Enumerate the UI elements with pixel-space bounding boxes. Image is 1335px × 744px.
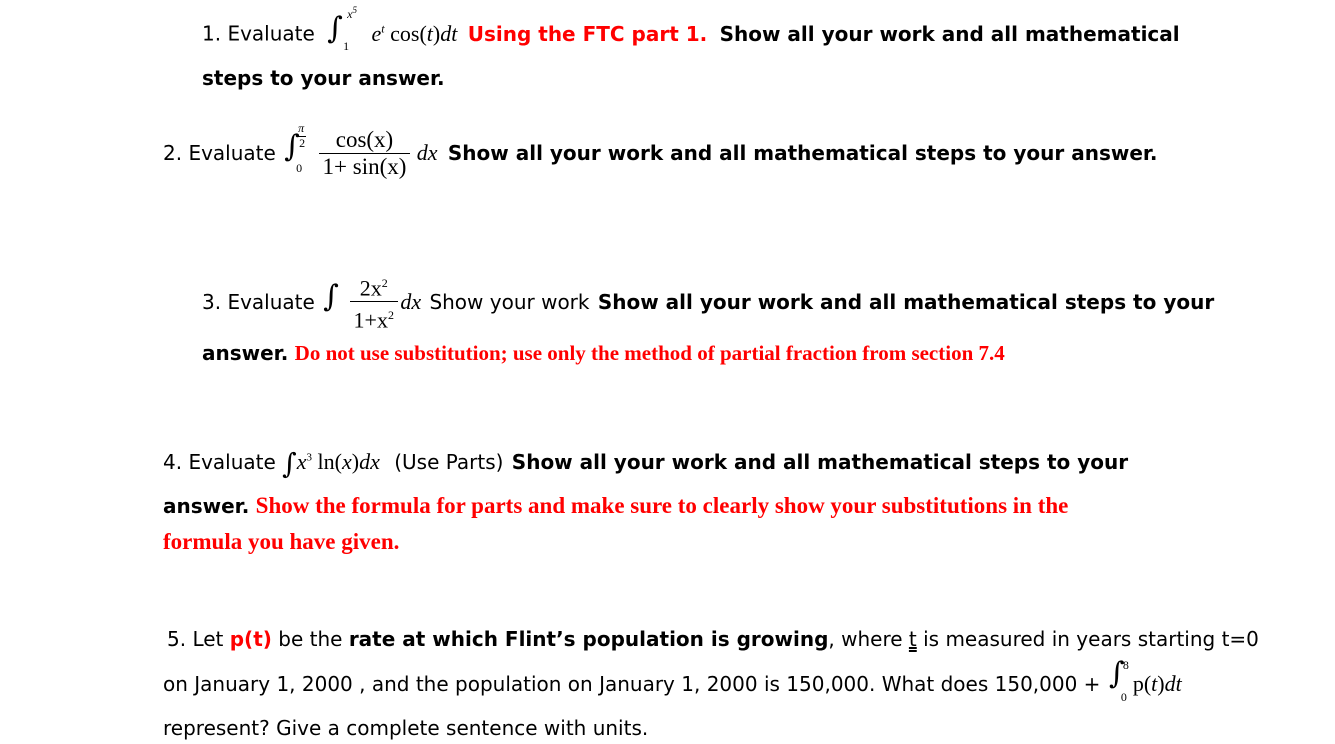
q2-integral [282, 121, 312, 180]
question-5-line-2 [163, 656, 1182, 704]
q4-warning-2: formula you have given. [163, 529, 400, 554]
q2-lower-limit: 0 [296, 161, 303, 175]
integral-sign-icon: ∫ [327, 11, 343, 46]
q5-text-b: be the [271, 627, 349, 651]
q4-integrand: $x^3$ ln(x)dx [296, 449, 380, 474]
q5-text-c: , where [828, 627, 909, 651]
q1-instruction-cont: steps to your answer. [202, 66, 445, 90]
q5-upper-limit: 8 [1122, 658, 1129, 672]
question-2-line [163, 121, 1158, 180]
q1-method: Using the FTC part 1. [467, 21, 708, 46]
q5-integral [1107, 656, 1133, 704]
question-4-line-1 [163, 447, 1129, 480]
q4-answer-word: answer. [163, 494, 250, 518]
q3-warning: Do not use substitution; use only the method of partial fraction from section 7.4 [294, 341, 1005, 365]
q3-pre: Show your work [429, 289, 590, 314]
q2-dx: dx [416, 140, 438, 165]
question-1-line-1 [202, 5, 1180, 53]
q5-text-p3: represent? Give a complete sentence with units. [163, 716, 649, 740]
question-5-line-1 [167, 629, 1259, 649]
q3-numerator: $2x^2$ [350, 270, 398, 302]
q5-lower-limit: 0 [1120, 690, 1127, 704]
q3-dx: dx [400, 288, 422, 314]
q1-lower-limit: 1 [343, 39, 350, 53]
q4-number: 4. Evaluate [163, 450, 276, 474]
q3-denominator: $1+x^2$ [353, 307, 394, 333]
q1-number: 1. Evaluate [202, 21, 315, 46]
q2-numerator: cos(x) [319, 127, 411, 154]
q2-upper-pi: π [298, 121, 305, 135]
q3-answer-word: answer. [202, 341, 289, 365]
q3-integral [321, 274, 343, 330]
integral-sign-icon: ∫ [323, 278, 339, 314]
q1-upper-limit: $x^5$ [347, 5, 357, 21]
q2-instruction: Show all your work and all mathematical steps to your answer. [447, 141, 1158, 165]
q1-integrand: $e^t$ cos(t)dt [371, 20, 458, 46]
q2-fraction [319, 127, 411, 180]
q2-upper-den: 2 [299, 136, 306, 150]
q5-text-a: 5. Let [167, 627, 230, 651]
question-3-line-2 [202, 343, 1005, 364]
q4-instruction: Show all your work and all mathematical steps to your [511, 450, 1129, 474]
q3-number: 3. Evaluate [202, 289, 315, 314]
q4-method: (Use Parts) [394, 450, 504, 474]
q2-number: 2. Evaluate [163, 141, 276, 165]
integral-sign-icon: ∫ [284, 129, 300, 164]
q3-fraction [350, 270, 398, 334]
q5-text-p2: on January 1, 2000 , and the population on January 1, 2000 is 150,000. What does 150,000 + [163, 672, 1107, 696]
q5-bold: rate at which Flint’s population is growing [348, 627, 829, 651]
q5-text-d: is measured in years starting t=0 [916, 627, 1259, 651]
q5-integrand: p(t)dt [1132, 671, 1182, 696]
q1-instruction: Show all your work and all mathematical [719, 21, 1180, 46]
q3-instruction: Show all your work and all mathematical steps to your [597, 289, 1215, 314]
q2-denominator: 1+ sin(x) [322, 153, 407, 179]
question-4-line-2 [163, 494, 1068, 517]
question-3-line-1 [202, 270, 1214, 334]
q4-warning-1: Show the formula for parts and make sure to clearly show your substitutions in the [255, 493, 1069, 518]
integral-sign-icon: ∫ [282, 447, 297, 480]
integral-sign-icon: ∫ [1108, 656, 1125, 691]
q5-t: t [908, 627, 917, 651]
q1-integral [321, 5, 365, 53]
q5-pt: p(t) [229, 627, 272, 651]
